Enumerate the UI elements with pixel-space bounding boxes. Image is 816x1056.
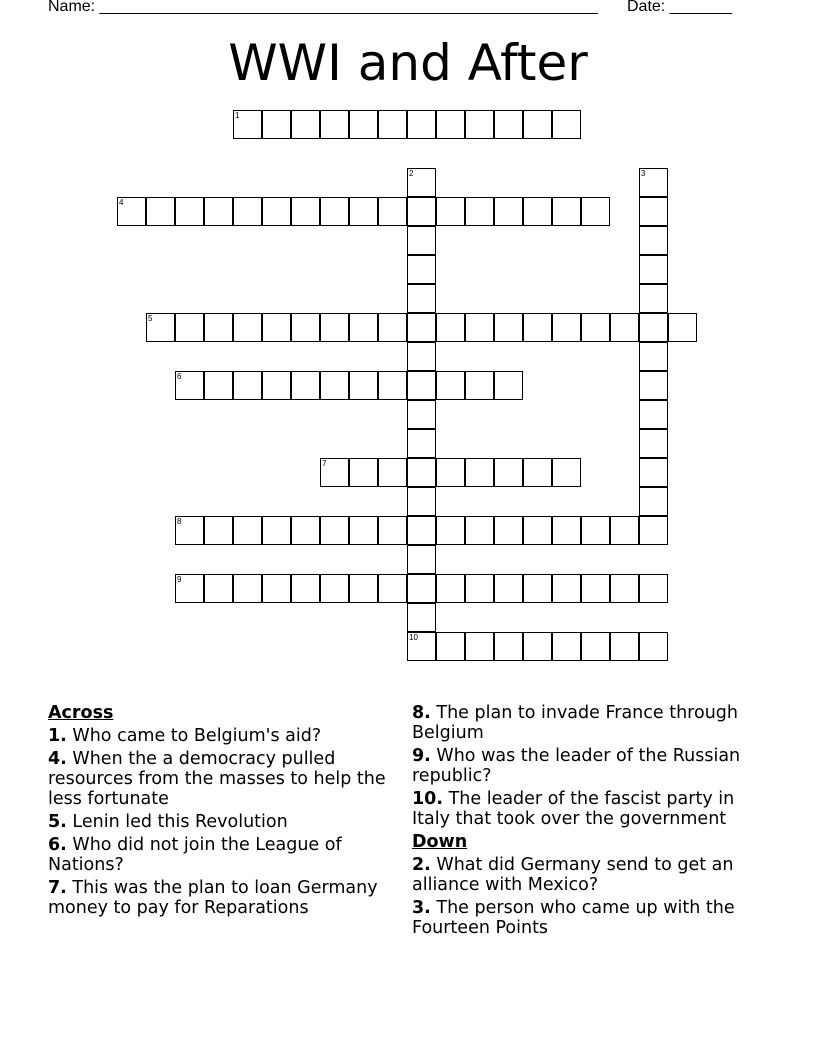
clue-across-9 — [412, 746, 768, 786]
grid-cell[interactable] — [552, 110, 581, 139]
grid-clue-number: 6 — [177, 372, 182, 381]
grid-cell[interactable] — [436, 110, 465, 139]
grid-cell[interactable] — [291, 110, 320, 139]
grid-cell[interactable] — [349, 313, 378, 342]
grid-clue-number: 8 — [177, 517, 182, 526]
grid-cell[interactable] — [494, 632, 523, 661]
grid-cell[interactable] — [233, 371, 262, 400]
grid-cell[interactable] — [581, 516, 610, 545]
clue-across-7 — [48, 878, 404, 918]
grid-cell[interactable] — [349, 371, 378, 400]
grid-cell[interactable] — [407, 284, 436, 313]
clue-across-4 — [48, 749, 404, 809]
grid-clue-number: 2 — [409, 169, 414, 178]
grid-cell[interactable] — [610, 574, 639, 603]
grid-cell[interactable] — [523, 313, 552, 342]
grid-cell[interactable] — [639, 632, 668, 661]
grid-clue-number: 3 — [641, 169, 646, 178]
grid-cell[interactable] — [639, 342, 668, 371]
grid-cell[interactable] — [233, 574, 262, 603]
name-field-line: Name: ________________________________________________________ — [48, 0, 598, 15]
grid-cell[interactable] — [233, 313, 262, 342]
grid-cell[interactable] — [407, 603, 436, 632]
grid-cell[interactable] — [639, 313, 668, 342]
clue-number: 2. — [412, 855, 431, 875]
grid-cell[interactable] — [291, 371, 320, 400]
grid-cell[interactable] — [291, 313, 320, 342]
grid-clue-number: 7 — [322, 459, 327, 468]
clue-text: What did Germany send to get an alliance with Mexico? — [412, 855, 734, 895]
grid-cell[interactable] — [407, 342, 436, 371]
clue-number: 1. — [48, 726, 67, 746]
grid-cell[interactable] — [494, 574, 523, 603]
clue-number: 7. — [48, 878, 67, 898]
clue-across-1 — [48, 726, 404, 746]
grid-cell[interactable] — [436, 313, 465, 342]
grid-cell[interactable] — [465, 632, 494, 661]
grid-cell[interactable] — [552, 516, 581, 545]
grid-cell[interactable] — [320, 313, 349, 342]
grid-cell[interactable] — [320, 110, 349, 139]
grid-cell[interactable] — [610, 313, 639, 342]
grid-cell[interactable] — [465, 371, 494, 400]
grid-cell[interactable] — [378, 197, 407, 226]
grid-cell[interactable] — [494, 313, 523, 342]
grid-cell[interactable] — [349, 574, 378, 603]
grid-cell[interactable] — [262, 110, 291, 139]
grid-cell[interactable] — [581, 632, 610, 661]
grid-cell[interactable] — [349, 110, 378, 139]
grid-cell[interactable] — [378, 371, 407, 400]
grid-cell[interactable] — [494, 197, 523, 226]
clue-across-6 — [48, 835, 404, 875]
grid-cell[interactable] — [436, 632, 465, 661]
grid-cell[interactable] — [175, 313, 204, 342]
grid-cell[interactable] — [233, 516, 262, 545]
grid-cell[interactable] — [465, 516, 494, 545]
grid-cell[interactable] — [407, 574, 436, 603]
grid-cell[interactable] — [523, 110, 552, 139]
grid-clue-number: 1 — [235, 111, 240, 120]
grid-cell[interactable] — [378, 110, 407, 139]
grid-cell[interactable] — [465, 574, 494, 603]
grid-cell[interactable] — [610, 516, 639, 545]
grid-cell[interactable] — [639, 197, 668, 226]
clue-text: Lenin led this Revolution — [72, 812, 288, 832]
grid-cell[interactable] — [465, 458, 494, 487]
grid-cell[interactable] — [552, 313, 581, 342]
grid-cell[interactable] — [639, 255, 668, 284]
grid-cell[interactable] — [146, 197, 175, 226]
grid-cell[interactable] — [407, 516, 436, 545]
grid-cell[interactable] — [204, 197, 233, 226]
grid-cell[interactable] — [581, 313, 610, 342]
date-field-line: Date: _______ — [627, 0, 732, 15]
grid-cell[interactable] — [175, 197, 204, 226]
clue-number: 10. — [412, 789, 444, 809]
grid-cell[interactable] — [378, 458, 407, 487]
grid-cell[interactable] — [465, 313, 494, 342]
grid-cell[interactable] — [204, 313, 233, 342]
clue-number: 8. — [412, 703, 431, 723]
clue-text: The leader of the fascist party in Italy that took over the government — [412, 789, 735, 829]
grid-cell[interactable] — [465, 197, 494, 226]
grid-cell[interactable] — [407, 545, 436, 574]
grid-cell[interactable] — [552, 574, 581, 603]
clue-number: 6. — [48, 835, 67, 855]
grid-cell[interactable] — [262, 313, 291, 342]
grid-cell[interactable] — [494, 458, 523, 487]
clue-text: When the a democracy pulled resources from the masses to help the less fortunate — [48, 749, 386, 809]
grid-cell[interactable] — [639, 226, 668, 255]
grid-cell[interactable] — [407, 458, 436, 487]
clue-text: Who came to Belgium's aid? — [72, 726, 322, 746]
grid-clue-number: 4 — [119, 198, 124, 207]
grid-cell[interactable] — [436, 197, 465, 226]
grid-cell[interactable] — [291, 574, 320, 603]
grid-clue-number: 5 — [148, 314, 153, 323]
grid-cell[interactable] — [494, 516, 523, 545]
across-heading: Across — [48, 703, 114, 723]
grid-cell[interactable] — [204, 574, 233, 603]
grid-cell[interactable] — [407, 313, 436, 342]
grid-cell[interactable] — [494, 371, 523, 400]
grid-cell[interactable] — [204, 371, 233, 400]
clue-text: This was the plan to loan Germany money to pay for Reparations — [48, 878, 378, 918]
grid-cell[interactable] — [262, 574, 291, 603]
clue-number: 4. — [48, 749, 67, 769]
grid-cell[interactable] — [407, 429, 436, 458]
clue-number: 5. — [48, 812, 67, 832]
grid-cell[interactable] — [407, 226, 436, 255]
grid-cell[interactable] — [494, 110, 523, 139]
grid-cell[interactable] — [204, 516, 233, 545]
grid-cell[interactable] — [436, 458, 465, 487]
grid-cell[interactable] — [639, 371, 668, 400]
grid-cell[interactable] — [523, 197, 552, 226]
grid-cell[interactable] — [436, 516, 465, 545]
grid-cell[interactable] — [378, 313, 407, 342]
grid-cell[interactable] — [320, 197, 349, 226]
grid-cell[interactable] — [407, 255, 436, 284]
clue-down-3 — [412, 898, 768, 938]
grid-cell[interactable] — [262, 516, 291, 545]
grid-cell[interactable] — [291, 197, 320, 226]
grid-cell[interactable] — [639, 458, 668, 487]
grid-cell[interactable] — [523, 516, 552, 545]
grid-cell[interactable] — [378, 516, 407, 545]
grid-cell[interactable] — [610, 632, 639, 661]
grid-cell[interactable] — [262, 197, 291, 226]
clues-right-column — [412, 703, 768, 941]
grid-cell[interactable] — [668, 313, 697, 342]
grid-cell[interactable] — [320, 574, 349, 603]
clue-number: 9. — [412, 746, 431, 766]
clue-across-5 — [48, 812, 404, 832]
grid-cell[interactable] — [523, 458, 552, 487]
grid-cell[interactable] — [639, 429, 668, 458]
clue-text: The person who came up with the Fourteen Points — [412, 898, 735, 938]
grid-cell[interactable] — [552, 632, 581, 661]
grid-cell[interactable] — [320, 371, 349, 400]
grid-cell[interactable] — [320, 516, 349, 545]
grid-cell[interactable] — [552, 197, 581, 226]
grid-cell[interactable] — [407, 371, 436, 400]
clue-across-10 — [412, 789, 768, 829]
clues-left-column — [48, 703, 404, 921]
grid-cell[interactable] — [349, 197, 378, 226]
clue-down-2 — [412, 855, 768, 895]
clue-number: 3. — [412, 898, 431, 918]
grid-cell[interactable] — [407, 110, 436, 139]
clue-text: Who did not join the League of Nations? — [48, 835, 342, 875]
grid-cell[interactable] — [639, 574, 668, 603]
grid-cell[interactable] — [465, 110, 494, 139]
grid-cell[interactable] — [581, 574, 610, 603]
grid-cell[interactable] — [523, 574, 552, 603]
grid-cell[interactable] — [523, 632, 552, 661]
grid-cell[interactable] — [552, 458, 581, 487]
grid-cell[interactable] — [407, 197, 436, 226]
grid-cell[interactable] — [378, 574, 407, 603]
grid-cell[interactable] — [639, 400, 668, 429]
grid-clue-number: 9 — [177, 575, 182, 584]
grid-cell[interactable] — [349, 516, 378, 545]
grid-cell[interactable] — [262, 371, 291, 400]
grid-cell[interactable] — [581, 197, 610, 226]
grid-cell[interactable] — [639, 516, 668, 545]
grid-cell[interactable] — [349, 458, 378, 487]
clue-text: The plan to invade France through Belgium — [412, 703, 738, 743]
grid-cell[interactable] — [436, 371, 465, 400]
down-heading: Down — [412, 832, 468, 852]
page-title: WWI and After — [228, 34, 588, 92]
grid-cell[interactable] — [639, 487, 668, 516]
clue-text: Who was the leader of the Russian republic? — [412, 746, 741, 786]
grid-cell[interactable] — [407, 400, 436, 429]
grid-cell[interactable] — [233, 197, 262, 226]
grid-cell[interactable] — [407, 487, 436, 516]
grid-cell[interactable] — [291, 516, 320, 545]
grid-cell[interactable] — [436, 574, 465, 603]
grid-clue-number: 10 — [409, 633, 418, 642]
grid-cell[interactable] — [639, 284, 668, 313]
clue-across-8 — [412, 703, 768, 743]
